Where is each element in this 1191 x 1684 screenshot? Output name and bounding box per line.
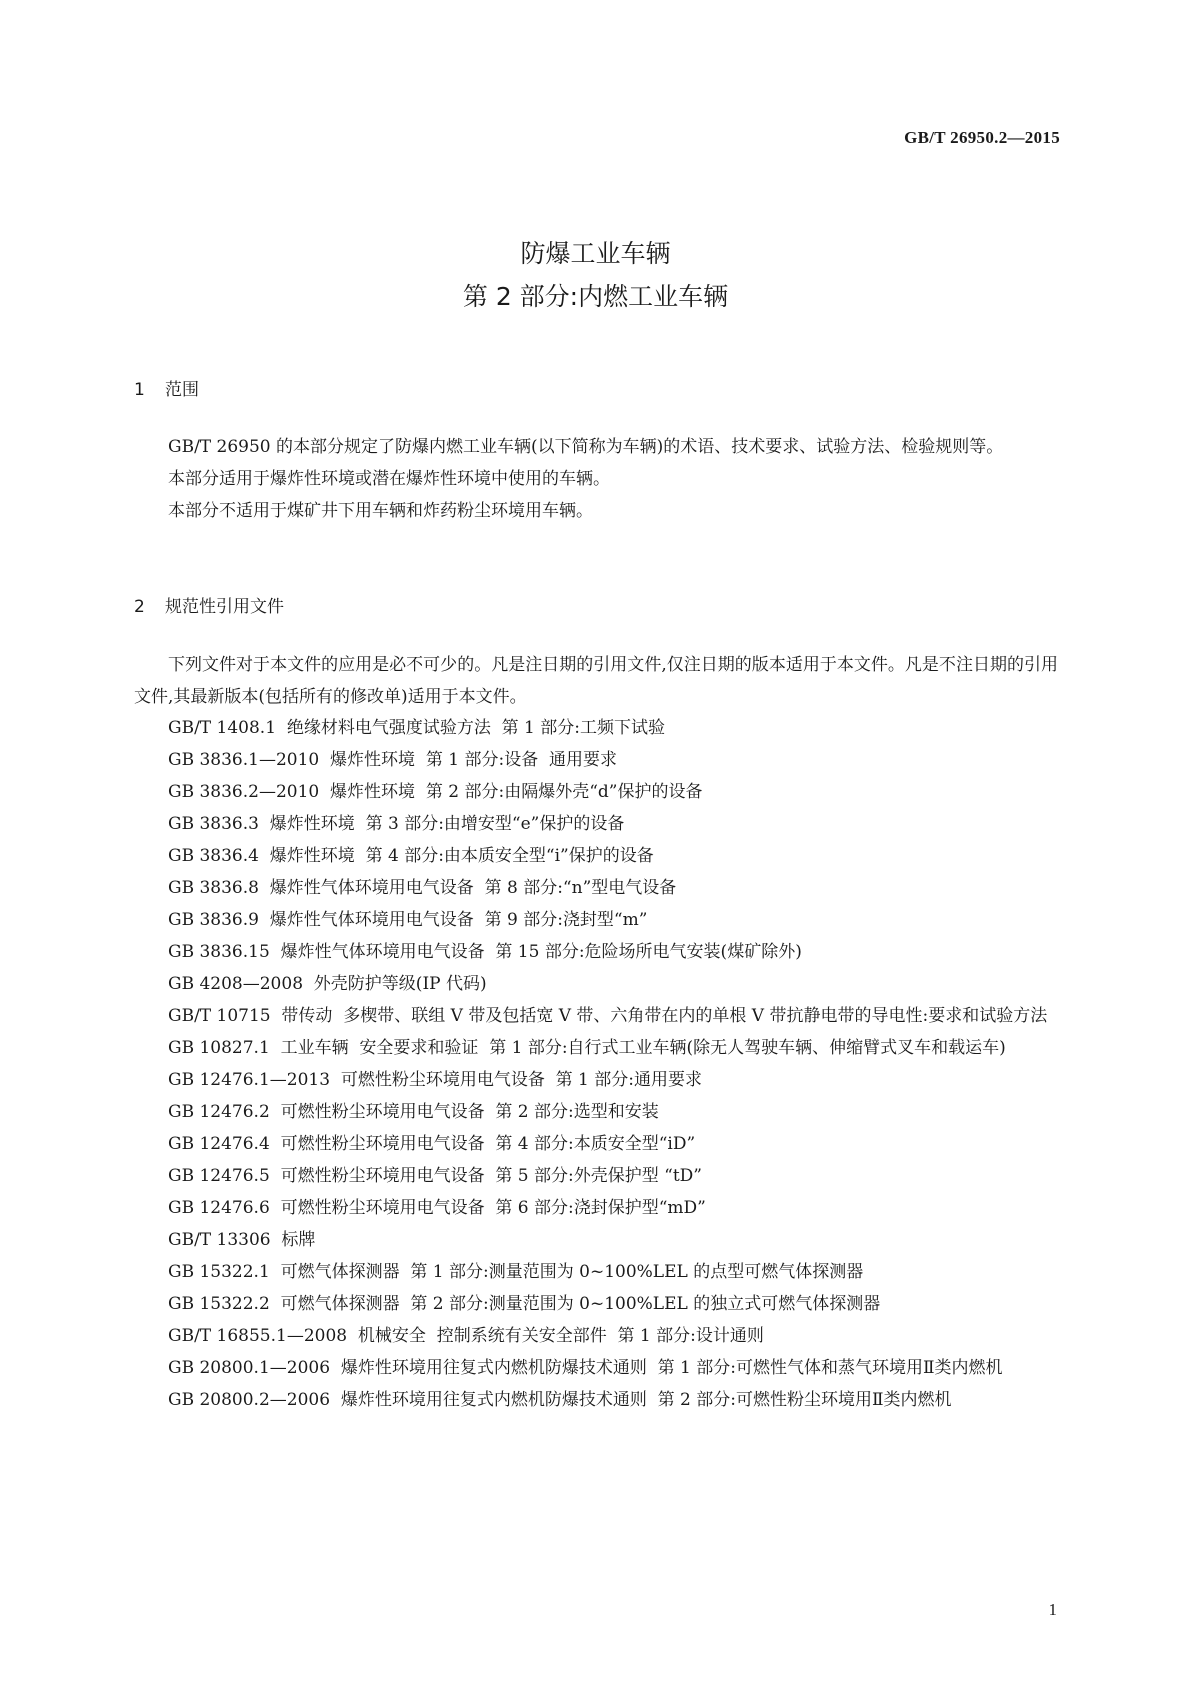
reference-item: GB 3836.1—2010 爆炸性环境 第 1 部分:设备 通用要求	[168, 750, 617, 770]
reference-item: GB 15322.1 可燃气体探测器 第 1 部分:测量范围为 0~100%LEL 的点型可燃气体探测器	[168, 1262, 864, 1282]
reference-item: GB 12476.4 可燃性粉尘环境用电气设备 第 4 部分:本质安全型“iD”	[168, 1134, 696, 1154]
reference-item: GB 3836.8 爆炸性气体环境用电气设备 第 8 部分:“n”型电气设备	[168, 878, 677, 898]
reference-item: GB/T 13306 标牌	[168, 1230, 316, 1250]
section-number: 2	[134, 597, 145, 617]
reference-item: GB 4208—2008 外壳防护等级(IP 代码)	[168, 974, 487, 994]
section-title: 范围	[165, 380, 199, 400]
scope-paragraphs	[134, 431, 1058, 527]
reference-item: GB 12476.5 可燃性粉尘环境用电气设备 第 5 部分:外壳保护型 “tD”	[168, 1166, 702, 1186]
reference-item: GB/T 16855.1—2008 机械安全 控制系统有关安全部件 第 1 部分:设计通则	[168, 1326, 764, 1346]
references-intro	[134, 649, 1058, 713]
reference-item: GB 12476.6 可燃性粉尘环境用电气设备 第 6 部分:浇封保护型“mD”	[168, 1198, 706, 1218]
section-heading-normative-references	[134, 592, 284, 617]
document-title	[0, 232, 1191, 318]
reference-item: GB/T 1408.1 绝缘材料电气强度试验方法 第 1 部分:工频下试验	[168, 718, 665, 738]
reference-item: GB 3836.3 爆炸性环境 第 3 部分:由增安型“e”保护的设备	[168, 814, 625, 834]
paragraph: GB/T 26950 的本部分规定了防爆内燃工业车辆(以下简称为车辆)的术语、技术要求、试验方法、检验规则等。	[168, 437, 1004, 457]
reference-item: GB 3836.4 爆炸性环境 第 4 部分:由本质安全型“i”保护的设备	[168, 846, 654, 866]
reference-item: GB 12476.2 可燃性粉尘环境用电气设备 第 2 部分:选型和安装	[168, 1102, 659, 1122]
title-line-1: 防爆工业车辆	[520, 239, 671, 268]
reference-item: GB 15322.2 可燃气体探测器 第 2 部分:测量范围为 0~100%LEL 的独立式可燃气体探测器	[168, 1294, 881, 1314]
paragraph: 下列文件对于本文件的应用是必不可少的。凡是注日期的引用文件,仅注日期的版本适用于本文件。凡是不注日期的引用文件,其最新版本(包括所有的修改单)适用于本文件。	[134, 655, 1058, 707]
reference-list	[134, 712, 1058, 1416]
reference-item: GB 10827.1 工业车辆 安全要求和验证 第 1 部分:自行式工业车辆(除无人驾驶车辆、伸缩臂式叉车和载运车)	[168, 1038, 1006, 1058]
paragraph: 本部分不适用于煤矿井下用车辆和炸药粉尘环境用车辆。	[168, 501, 593, 521]
reference-item: GB 3836.9 爆炸性气体环境用电气设备 第 9 部分:浇封型“m”	[168, 910, 648, 930]
section-number: 1	[134, 380, 145, 400]
section-title: 规范性引用文件	[165, 597, 284, 617]
page-number: 1	[1048, 1600, 1057, 1619]
reference-item: GB/T 10715 带传动 多楔带、联组 V 带及包括宽 V 带、六角带在内的单根 V 带抗静电带的导电性:要求和试验方法	[168, 1006, 1048, 1026]
reference-item: GB 3836.15 爆炸性气体环境用电气设备 第 15 部分:危险场所电气安装(煤矿除外)	[168, 942, 802, 962]
standard-code: GB/T 26950.2—2015	[904, 128, 1060, 147]
reference-item: GB 20800.2—2006 爆炸性环境用往复式内燃机防爆技术通则 第 2 部分:可燃性粉尘环境用Ⅱ类内燃机	[168, 1390, 952, 1410]
paragraph: 本部分适用于爆炸性环境或潜在爆炸性环境中使用的车辆。	[168, 469, 610, 489]
reference-item: GB 3836.2—2010 爆炸性环境 第 2 部分:由隔爆外壳“d”保护的设备	[168, 782, 703, 802]
reference-item: GB 12476.1—2013 可燃性粉尘环境用电气设备 第 1 部分:通用要求	[168, 1070, 703, 1090]
title-line-2: 第 2 部分:内燃工业车辆	[462, 282, 729, 311]
section-heading-scope	[134, 375, 199, 400]
reference-item: GB 20800.1—2006 爆炸性环境用往复式内燃机防爆技术通则 第 1 部分:可燃性气体和蒸气环境用Ⅱ类内燃机	[168, 1358, 1003, 1378]
